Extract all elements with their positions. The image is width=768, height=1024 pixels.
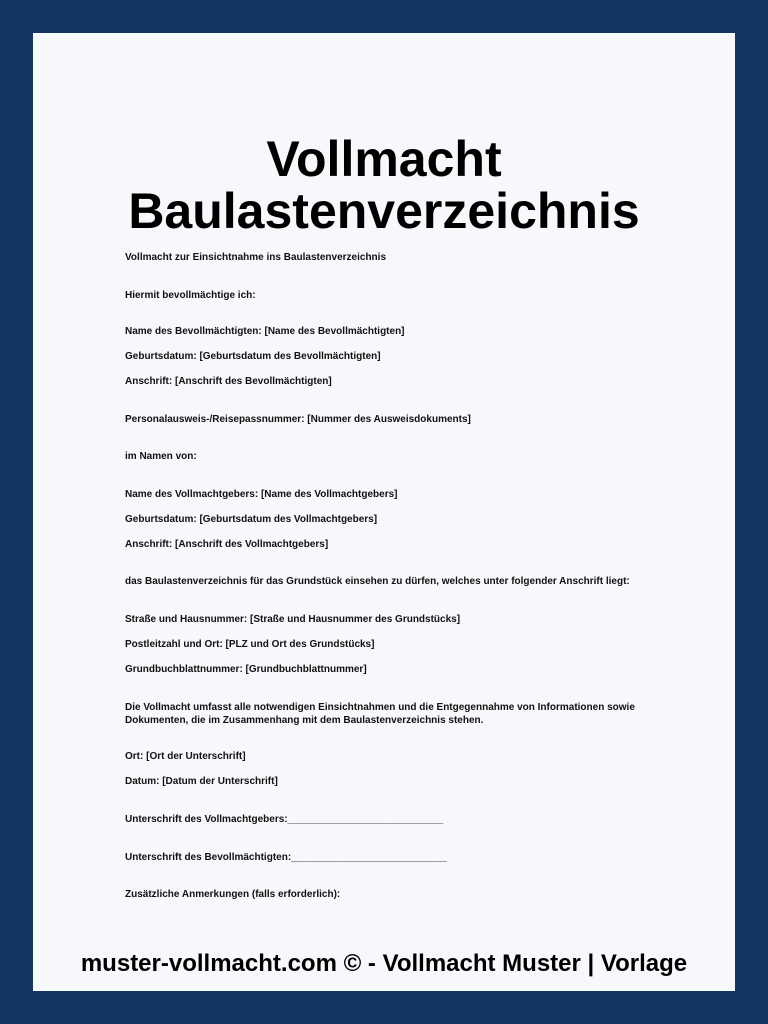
- principal-birthdate-field: Geburtsdatum: [Geburtsdatum des Vollmachtgebers]: [125, 514, 378, 525]
- agent-signature-line: Unterschrift des Bevollmächtigten:____________________________: [125, 852, 447, 863]
- date-field: Datum: [Datum der Unterschrift]: [125, 776, 278, 787]
- footer-credit: muster-vollmacht.com © - Vollmacht Muster | Vorlage: [80, 950, 688, 977]
- principal-name-field: Name des Vollmachtgebers: [Name des Vollmachtgebers]: [125, 489, 398, 500]
- remarks-label: Zusätzliche Anmerkungen (falls erforderlich):: [125, 889, 341, 900]
- title-line-2: Baulastenverzeichnis: [128, 183, 640, 239]
- agent-birthdate-field: Geburtsdatum: [Geburtsdatum des Bevollmächtigten]: [125, 351, 381, 362]
- postal-field: Postleitzahl und Ort: [PLZ und Ort des Grundstücks]: [125, 639, 375, 650]
- agent-id-field: Personalausweis-/Reisepassnummer: [Nummer des Ausweisdokuments]: [125, 414, 471, 425]
- scope-paragraph: Die Vollmacht umfasst alle notwendigen Einsichtnahmen und die Entgegennahme von Informationen sowie Dokumenten, die im Zusammenhang mit dem Baulastenverzeichnis stehen.: [125, 702, 635, 726]
- principal-address-field: Anschrift: [Anschrift des Vollmachtgebers]: [125, 539, 329, 550]
- street-field: Straße und Hausnummer: [Straße und Hausnummer des Grundstücks]: [125, 614, 461, 625]
- intro-text: Hiermit bevollmächtige ich:: [125, 290, 256, 301]
- principal-signature-line: Unterschrift des Vollmachtgebers:____________________________: [125, 814, 444, 825]
- land-register-field: Grundbuchblattnummer: [Grundbuchblattnummer]: [125, 664, 367, 675]
- purpose-text: das Baulastenverzeichnis für das Grundstück einsehen zu dürfen, welches unter folgender Anschrift liegt:: [125, 576, 630, 587]
- on-behalf-text: im Namen von:: [125, 451, 197, 462]
- agent-name-field: Name des Bevollmächtigten: [Name des Bevollmächtigten]: [125, 326, 405, 337]
- agent-address-field: Anschrift: [Anschrift des Bevollmächtigten]: [125, 376, 332, 387]
- document-page: [33, 33, 735, 991]
- place-field: Ort: [Ort der Unterschrift]: [125, 751, 246, 762]
- document-heading: Vollmacht zur Einsichtnahme ins Baulastenverzeichnis: [125, 252, 387, 263]
- title-line-1: Vollmacht: [266, 131, 502, 187]
- page-title: [33, 133, 735, 237]
